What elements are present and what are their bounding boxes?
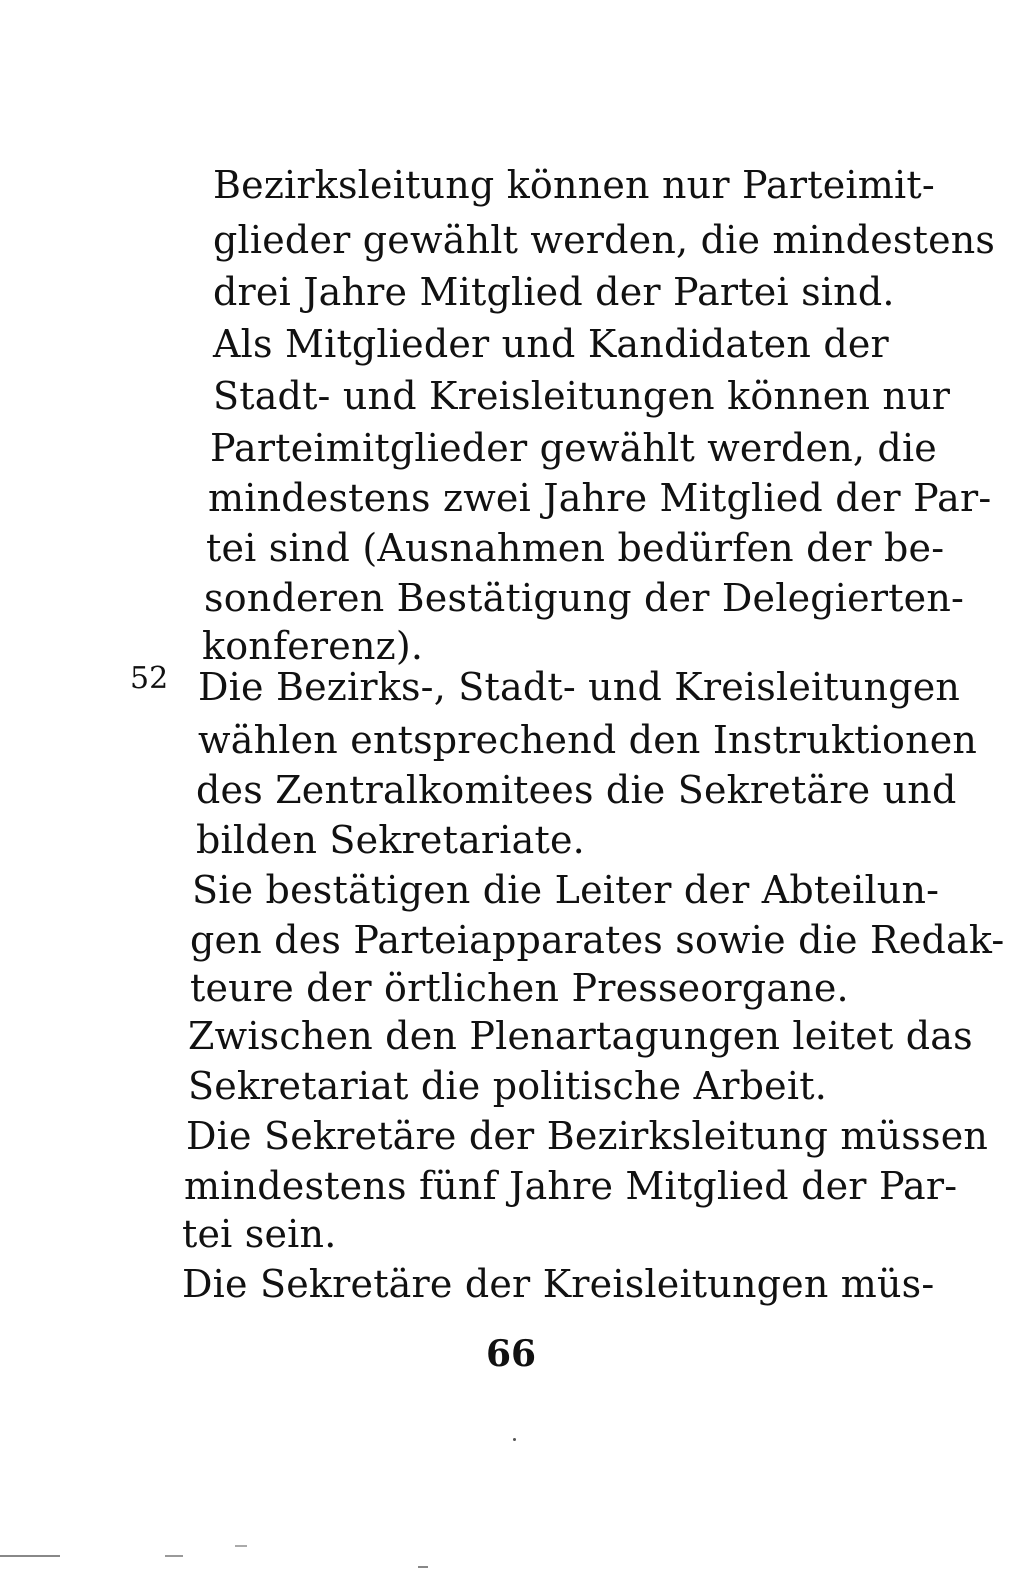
scan-speck (235, 1545, 247, 1547)
scan-speck (418, 1566, 428, 1568)
text-line: Stadt- und Kreisleitungen können nur (213, 374, 951, 418)
scan-speck (0, 1555, 60, 1557)
text-line: des Zentralkomitees die Sekretäre und (196, 768, 957, 812)
text-line: gen des Parteiapparates sowie die Redak- (190, 918, 1005, 962)
text-line: bilden Sekretariate. (196, 818, 585, 862)
text-line: teure der örtlichen Presseorgane. (190, 966, 849, 1010)
text-line: Die Sekretäre der Kreisleitungen müs- (182, 1262, 935, 1306)
page-number: 66 (486, 1333, 537, 1375)
scan-speck (513, 1438, 516, 1441)
scan-speck (165, 1555, 183, 1557)
text-line: Sie bestätigen die Leiter der Abteilun- (192, 868, 940, 912)
text-line: drei Jahre Mitglied der Partei sind. (213, 270, 895, 314)
text-line: Parteimitglieder gewählt werden, die (210, 426, 937, 470)
text-line: Die Sekretäre der Bezirksleitung müssen (186, 1114, 989, 1158)
text-line: wählen entsprechend den Instruktionen (198, 718, 978, 762)
text-line: mindestens zwei Jahre Mitglied der Par- (208, 476, 992, 520)
text-line: Bezirksleitung können nur Parteimit- (213, 163, 935, 207)
text-line: sonderen Bestätigung der Delegierten- (204, 576, 965, 620)
text-line: tei sein. (182, 1212, 337, 1256)
section-number: 52 (130, 661, 169, 696)
text-line: tei sind (Ausnahmen bedürfen der be- (206, 526, 945, 570)
text-line: glieder gewählt werden, die mindestens (213, 218, 996, 262)
text-line: konferenz). (202, 624, 424, 668)
text-line: Die Bezirks-, Stadt- und Kreisleitungen (198, 665, 961, 709)
text-line: Sekretariat die politische Arbeit. (188, 1064, 827, 1108)
text-line: Als Mitglieder und Kandidaten der (213, 322, 889, 366)
text-line: mindestens fünf Jahre Mitglied der Par- (184, 1164, 958, 1208)
text-line: Zwischen den Plenartagungen leitet das (188, 1014, 973, 1058)
